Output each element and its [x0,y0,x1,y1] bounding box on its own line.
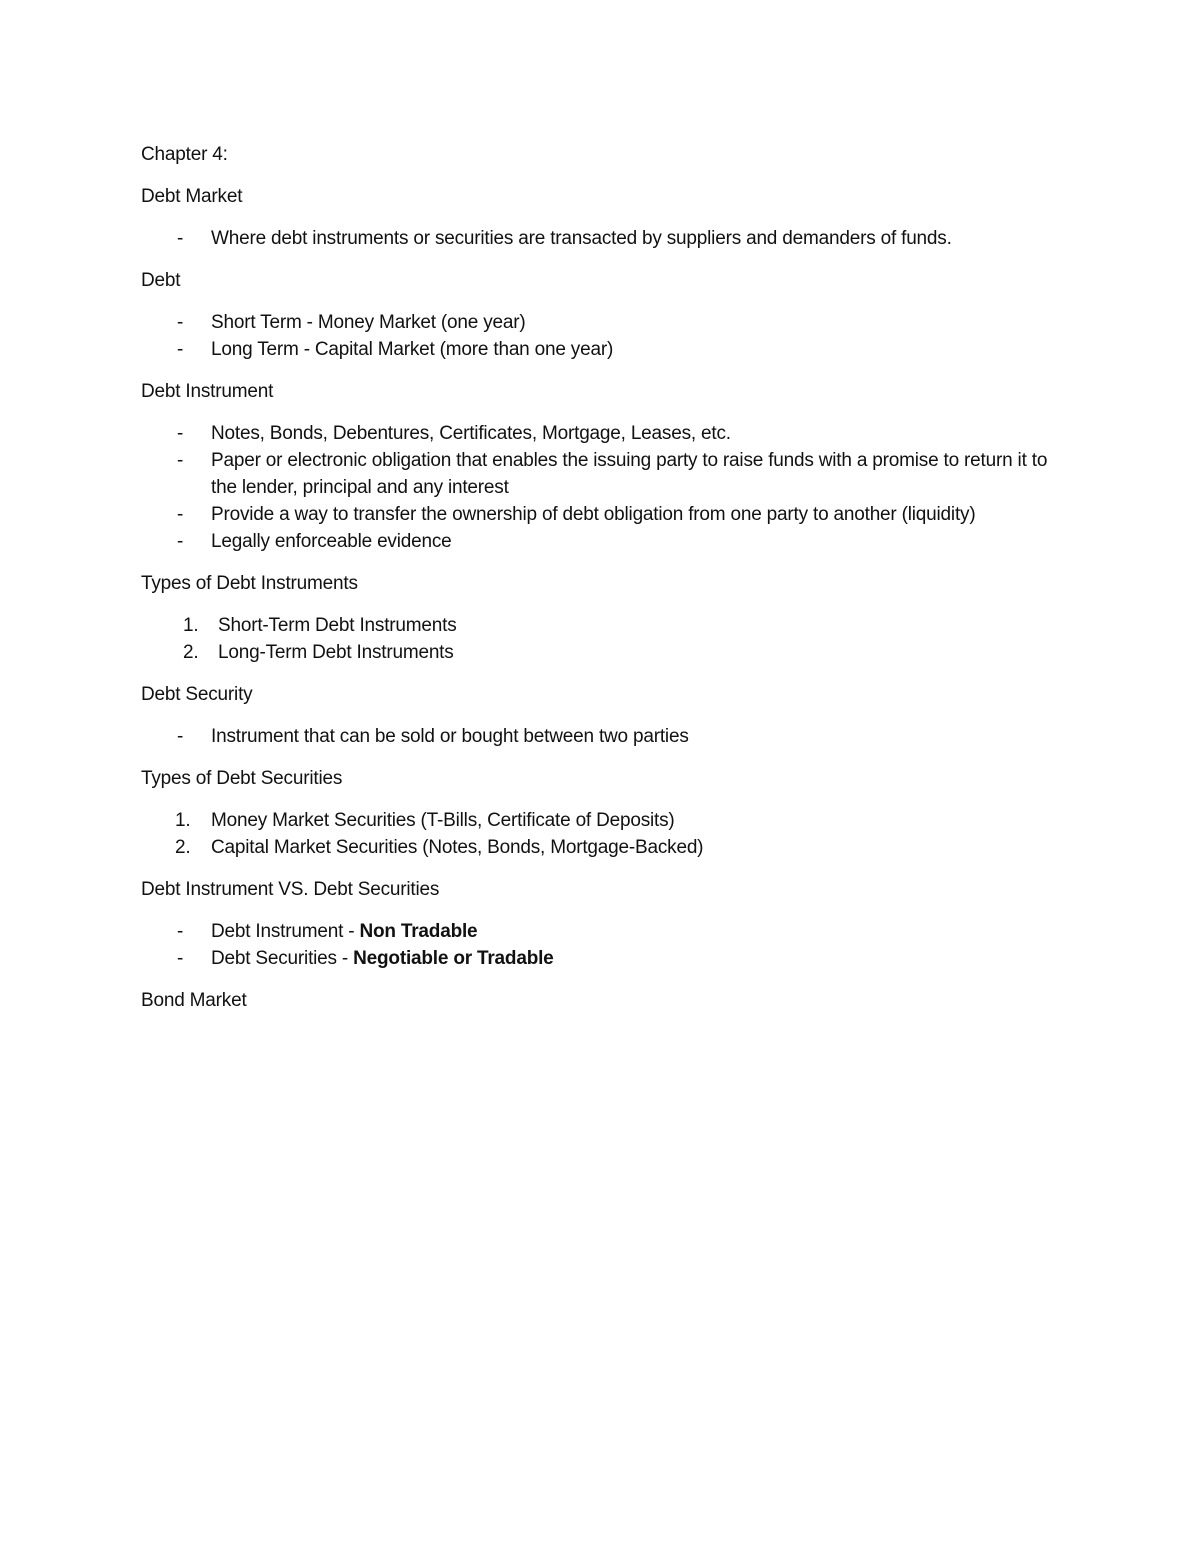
list-item-text: Short Term - Money Market (one year) [211,312,526,333]
list-number: 2. [175,837,191,858]
chapter-title: Chapter 4: [141,144,228,165]
section-heading-debt-instrument: Debt Instrument [141,381,274,402]
list-item [141,918,1061,945]
list-item [141,807,1061,834]
debt-security-list [141,723,1061,750]
section-heading-debt-market: Debt Market [141,186,243,207]
list-item-text: Short-Term Debt Instruments [218,615,457,636]
dash-bullet: - [177,504,184,525]
dash-bullet: - [177,228,184,249]
list-item-label: Debt Instrument - [211,921,360,942]
instrument-vs-securities-list [141,918,1061,972]
list-item-text: Legally enforceable evidence [211,531,452,552]
list-item-text: Instrument that can be sold or bought between two parties [211,726,689,747]
list-item [141,225,1061,252]
list-item-text: Capital Market Securities (Notes, Bonds, Mortgage-Backed) [211,837,704,858]
dash-bullet: - [177,450,184,471]
list-item [141,612,1061,639]
list-item [141,945,1061,972]
dash-bullet: - [177,921,184,942]
section-heading-types-of-debt-instruments: Types of Debt Instruments [141,573,358,594]
section-heading-debt: Debt [141,270,181,291]
list-item [141,834,1061,861]
dash-bullet: - [177,312,184,333]
list-item-emphasis: Non Tradable [359,921,478,942]
dash-bullet: - [177,531,184,552]
document-body [141,141,1061,1029]
section-heading-types-of-debt-securities: Types of Debt Securities [141,768,343,789]
debt-instrument-list [141,420,1061,555]
list-item [141,501,1061,528]
list-number: 1. [175,810,191,831]
list-number: 2. [183,642,199,663]
dash-bullet: - [177,339,184,360]
list-item [141,420,1061,447]
dash-bullet: - [177,948,184,969]
list-item-text: Long Term - Capital Market (more than one year) [211,339,614,360]
section-heading-instrument-vs-securities: Debt Instrument VS. Debt Securities [141,879,440,900]
list-number: 1. [183,615,199,636]
section-heading-bond-market: Bond Market [141,990,247,1011]
list-item [141,309,1061,336]
list-item-label: Debt Securities - [211,948,354,969]
list-item [141,528,1061,555]
list-item [141,336,1061,363]
list-item-text: Notes, Bonds, Debentures, Certificates, Mortgage, Leases, etc. [211,423,731,444]
list-item-text: Long-Term Debt Instruments [218,642,454,663]
list-item [141,447,1061,501]
list-item-text: Where debt instruments or securities are transacted by suppliers and demanders of funds. [211,228,952,249]
section-heading-debt-security: Debt Security [141,684,253,705]
types-of-debt-securities-list [141,807,1061,861]
list-item-text: Paper or electronic obligation that enables the issuing party to raise funds with a promise to return it to the lender, principal and any interest [211,450,1048,498]
types-of-debt-instruments-list [141,612,1061,666]
list-item [141,723,1061,750]
list-item-emphasis: Negotiable or Tradable [353,948,554,969]
list-item-text: Provide a way to transfer the ownership of debt obligation from one party to another (liquidity) [211,504,976,525]
debt-market-list [141,225,1061,252]
debt-list [141,309,1061,363]
dash-bullet: - [177,423,184,444]
list-item [141,639,1061,666]
list-item-text: Money Market Securities (T-Bills, Certificate of Deposits) [211,810,675,831]
dash-bullet: - [177,726,184,747]
